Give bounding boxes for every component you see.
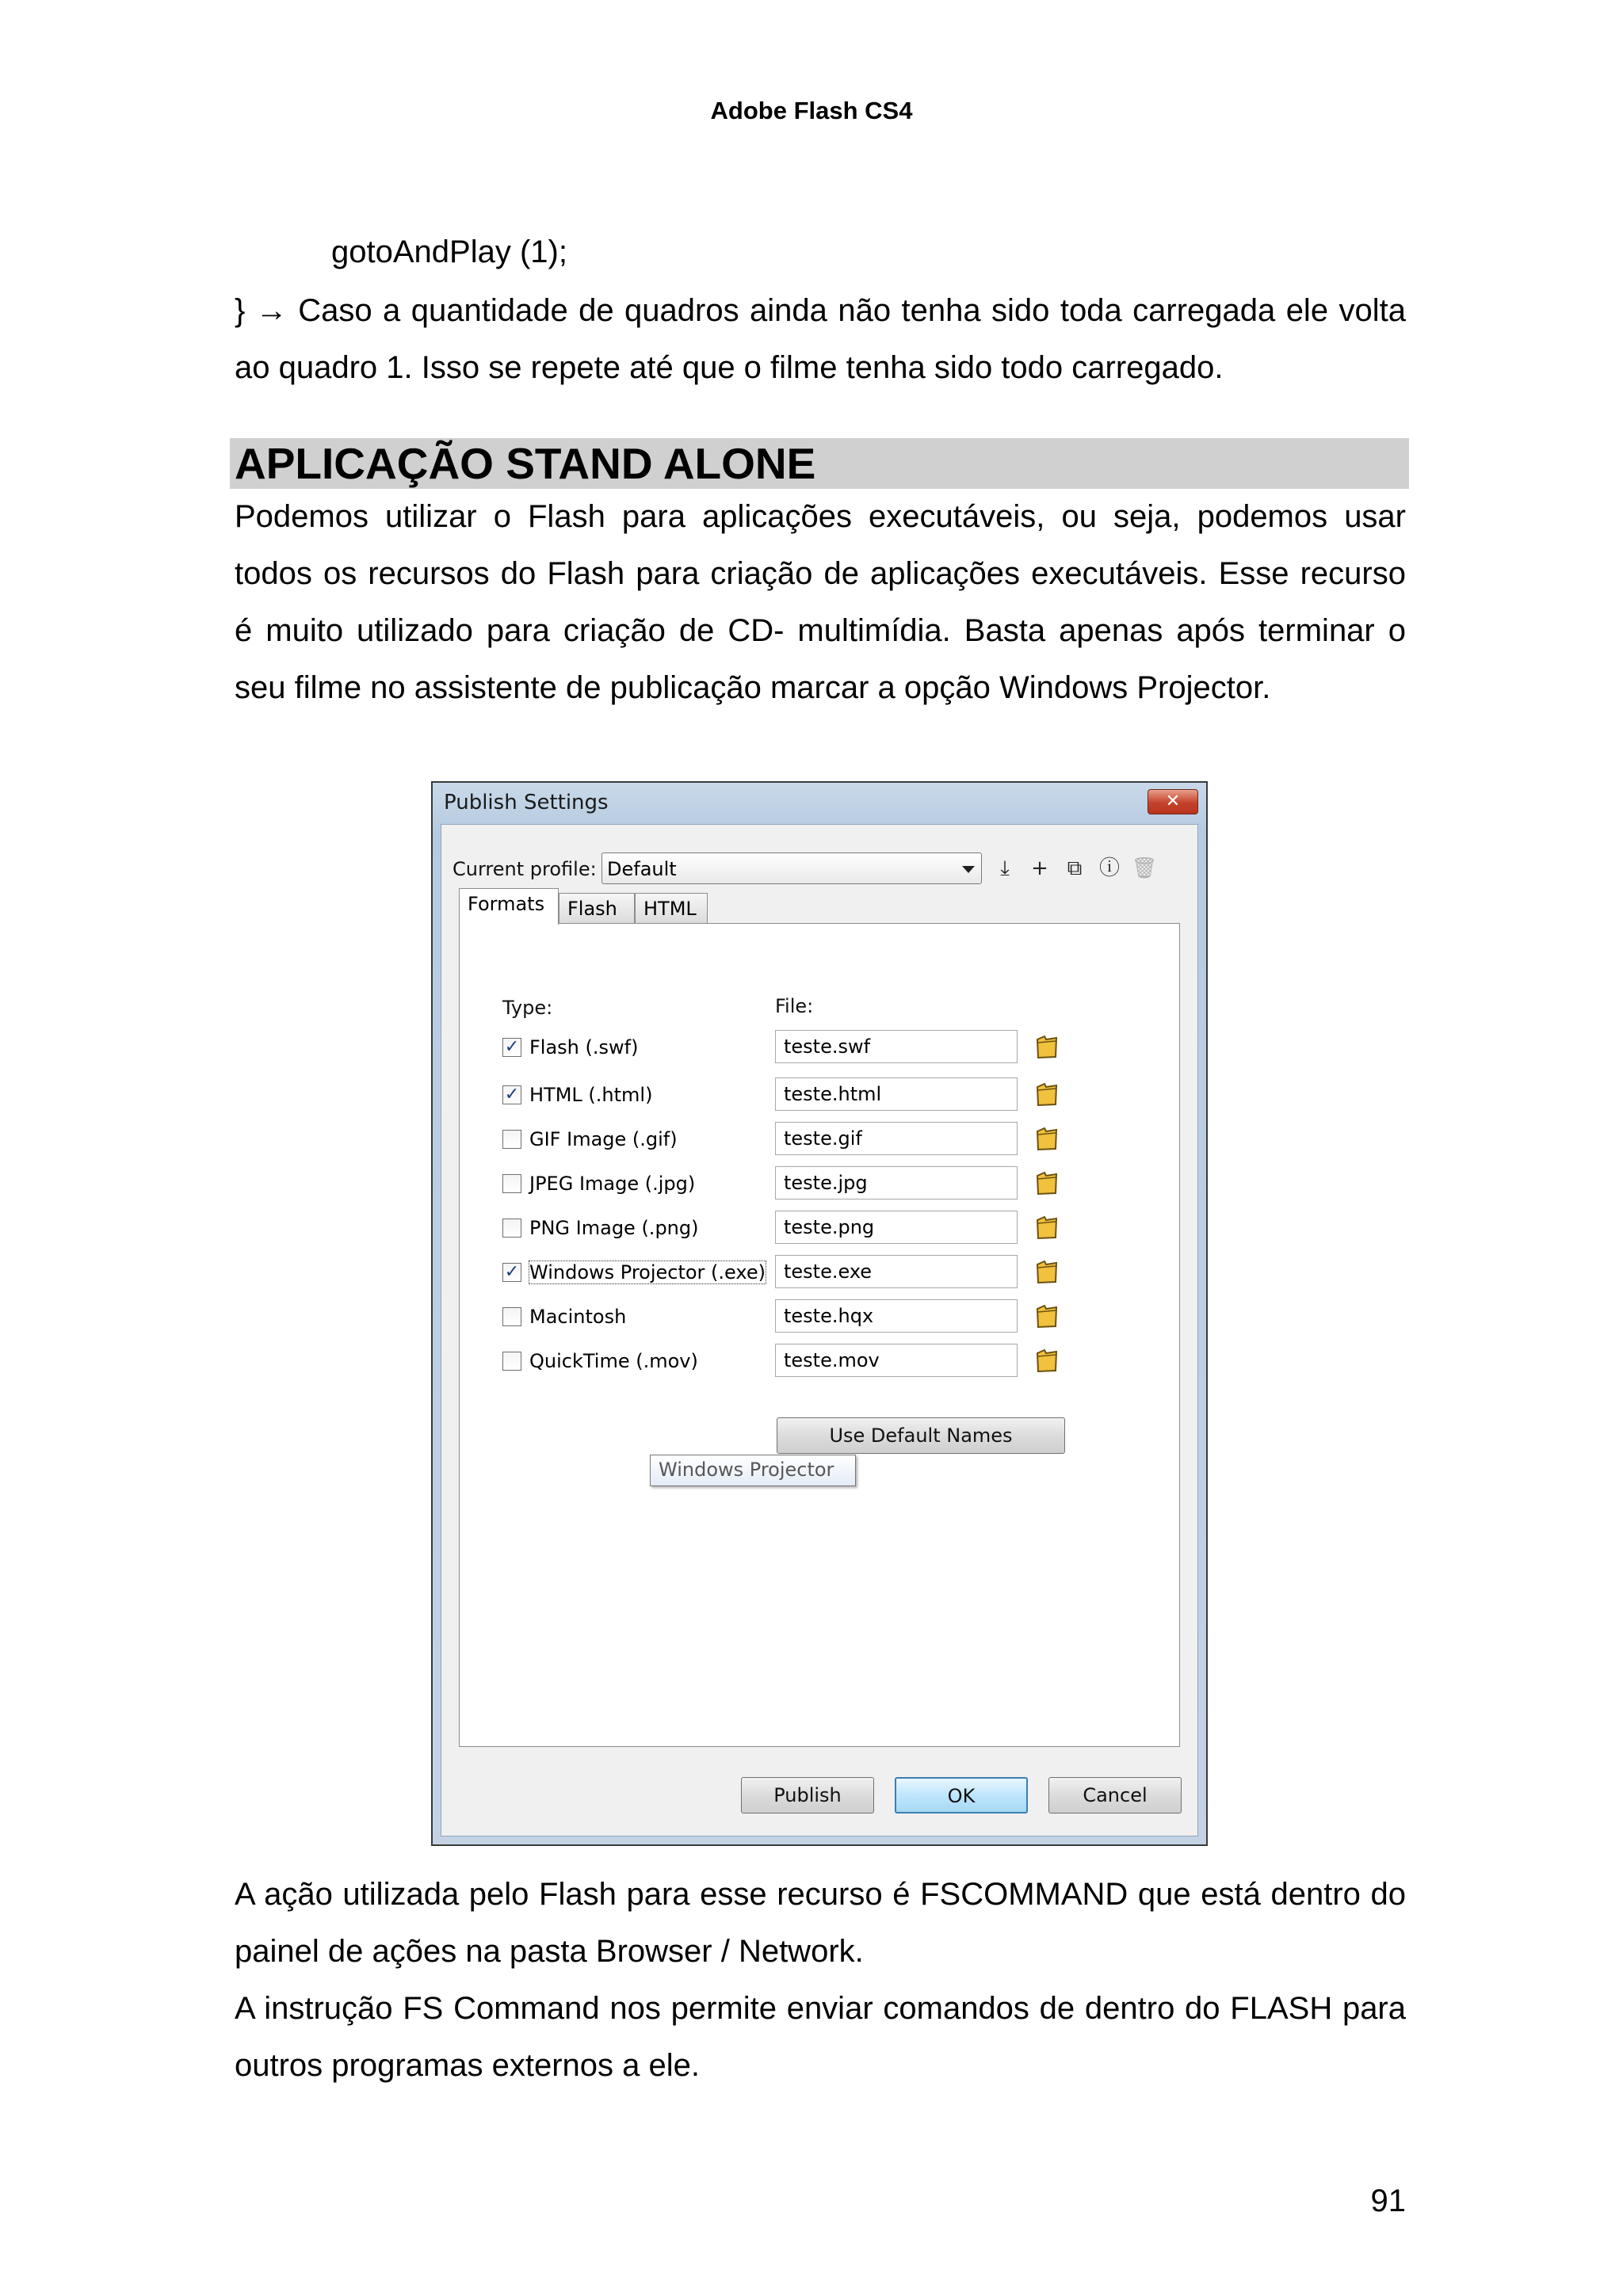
format-row — [460, 1211, 1179, 1245]
duplicate-icon[interactable]: ⧉ — [1067, 856, 1083, 880]
folder-icon[interactable] — [1035, 1169, 1059, 1196]
format-label[interactable]: PNG Image (.png) — [529, 1217, 699, 1239]
format-checkbox[interactable]: ✓ — [502, 1038, 521, 1057]
folder-icon[interactable] — [1035, 1214, 1059, 1241]
format-row — [460, 1030, 1179, 1065]
publish-settings-dialog — [431, 781, 1208, 1846]
paragraph-intro: } → Caso a quantidade de quadros ainda não tenha sido toda carregada ele volta ao quadro 1. Isso se repete até que o filme tenha sido todo carregado. — [235, 293, 1406, 385]
close-button[interactable]: ✕ — [1148, 789, 1198, 814]
format-checkbox[interactable] — [502, 1307, 521, 1326]
format-label[interactable]: Macintosh — [529, 1306, 627, 1328]
file-name-input[interactable]: teste.mov — [775, 1344, 1018, 1377]
dialog-titlebar — [433, 783, 1206, 822]
add-icon[interactable]: + — [1031, 856, 1048, 880]
folder-icon[interactable] — [1035, 1258, 1059, 1285]
format-row — [460, 1344, 1179, 1379]
format-checkbox[interactable] — [502, 1174, 521, 1193]
ok-button[interactable]: OK — [895, 1777, 1028, 1814]
format-row — [460, 1122, 1179, 1157]
file-name-input[interactable]: teste.html — [775, 1077, 1018, 1111]
code-line: gotoAndPlay (1); — [331, 235, 567, 269]
tab-formats[interactable]: Formats — [459, 888, 559, 925]
file-name-input[interactable]: teste.swf — [775, 1030, 1018, 1063]
file-name-input[interactable]: teste.hqx — [775, 1299, 1018, 1333]
folder-icon[interactable] — [1035, 1302, 1059, 1329]
use-default-names-button[interactable]: Use Default Names — [777, 1417, 1065, 1454]
chevron-down-icon — [962, 866, 975, 873]
dialog-title: Publish Settings — [444, 791, 609, 814]
format-label[interactable]: GIF Image (.gif) — [529, 1128, 678, 1150]
paragraph-fscommand: A ação utilizada pelo Flash para esse recurso é FSCOMMAND que está dentro do painel de ações na pasta Browser / Network. — [235, 1877, 1406, 1969]
format-checkbox[interactable]: ✓ — [502, 1085, 521, 1104]
profile-select[interactable] — [601, 852, 982, 884]
format-row — [460, 1299, 1179, 1334]
folder-icon[interactable] — [1035, 1081, 1059, 1108]
folder-icon[interactable] — [1035, 1125, 1059, 1152]
tab-flash[interactable]: Flash — [559, 893, 635, 923]
file-header: File: — [775, 995, 814, 1017]
profile-value: Default — [607, 858, 677, 880]
formats-panel — [459, 923, 1180, 1747]
file-name-input[interactable]: teste.exe — [775, 1255, 1018, 1288]
format-label[interactable]: JPEG Image (.jpg) — [529, 1173, 696, 1195]
format-row — [460, 1255, 1179, 1290]
format-checkbox[interactable] — [502, 1219, 521, 1238]
type-header: Type: — [502, 997, 553, 1019]
section-heading: APLICAÇÃO STAND ALONE — [235, 439, 816, 488]
format-checkbox[interactable]: ✓ — [502, 1263, 521, 1282]
file-name-input[interactable]: teste.gif — [775, 1122, 1018, 1155]
file-name-input[interactable]: teste.jpg — [775, 1166, 1018, 1199]
profile-label: Current profile: — [453, 858, 597, 880]
delete-icon[interactable]: 🗑 — [1131, 856, 1158, 880]
page-number: 91 — [1370, 2183, 1406, 2218]
format-row — [460, 1077, 1179, 1112]
page-header: Adobe Flash CS4 — [710, 97, 913, 124]
file-name-input[interactable]: teste.png — [775, 1211, 1018, 1244]
folder-icon[interactable] — [1035, 1033, 1059, 1060]
folder-icon[interactable] — [1035, 1347, 1059, 1374]
tab-html[interactable]: HTML — [635, 893, 708, 923]
format-checkbox[interactable] — [502, 1352, 521, 1371]
format-label[interactable]: HTML (.html) — [529, 1084, 653, 1106]
dialog-body — [441, 824, 1198, 1836]
format-label[interactable]: Windows Projector (.exe) — [529, 1261, 766, 1283]
info-icon[interactable]: ⓘ — [1098, 856, 1120, 880]
cancel-button[interactable]: Cancel — [1048, 1777, 1182, 1814]
publish-button[interactable]: Publish — [741, 1777, 874, 1814]
import-export-icon[interactable]: ⤓ — [1000, 856, 1010, 880]
format-label[interactable]: QuickTime (.mov) — [529, 1350, 698, 1372]
paragraph-standalone: Podemos utilizar o Flash para aplicações executáveis, ou seja, podemos usar todos os recursos do Flash para criação de aplicações executáveis. Esse recurso é muito utilizado para criação de CD- multimídia. Basta apenas após terminar o seu filme no assistente de publicação marcar a opção Windows Projector. — [235, 499, 1406, 705]
format-row — [460, 1166, 1179, 1201]
paragraph-instruction: A instrução FS Command nos permite enviar comandos de dentro do FLASH para outros programas externos a ele. — [235, 1991, 1406, 2083]
tooltip: Windows Projector — [650, 1455, 856, 1486]
format-label[interactable]: Flash (.swf) — [529, 1036, 639, 1058]
format-checkbox[interactable] — [502, 1130, 521, 1149]
